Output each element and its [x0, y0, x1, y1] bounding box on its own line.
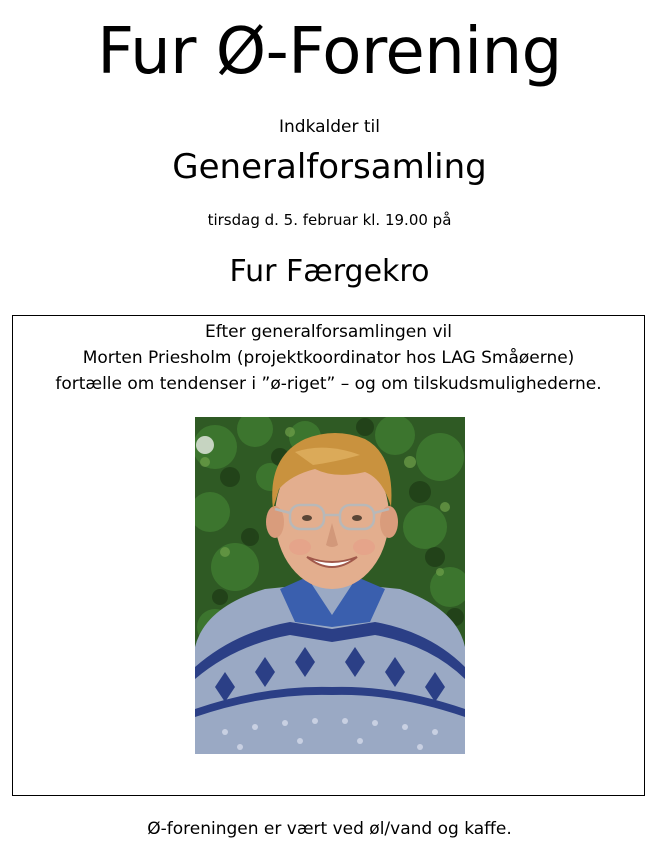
event-name: Generalforsamling — [172, 147, 487, 187]
description-line-1: Efter generalforsamlingen vil — [205, 322, 452, 342]
poster-title: Fur Ø-Forening — [97, 15, 562, 89]
description-line-2: Morten Priesholm (projektkoordinator hos LAG Småøerne) — [82, 348, 575, 368]
description-line-3: fortælle om tendenser i ”ø-riget” – og om tilskudsmulighederne. — [55, 374, 602, 394]
invite-line: Indkalder til — [278, 117, 381, 137]
footer-note: Ø-foreningen er vært ved øl/vand og kaffe. — [147, 819, 512, 839]
portrait-illustration — [195, 417, 465, 754]
venue-name: Fur Færgekro — [229, 254, 430, 289]
speaker-photo — [195, 417, 465, 754]
speaker-description — [13, 319, 644, 397]
date-line: tirsdag d. 5. februar kl. 19.00 på — [207, 211, 452, 229]
speaker-info-box — [12, 315, 645, 796]
